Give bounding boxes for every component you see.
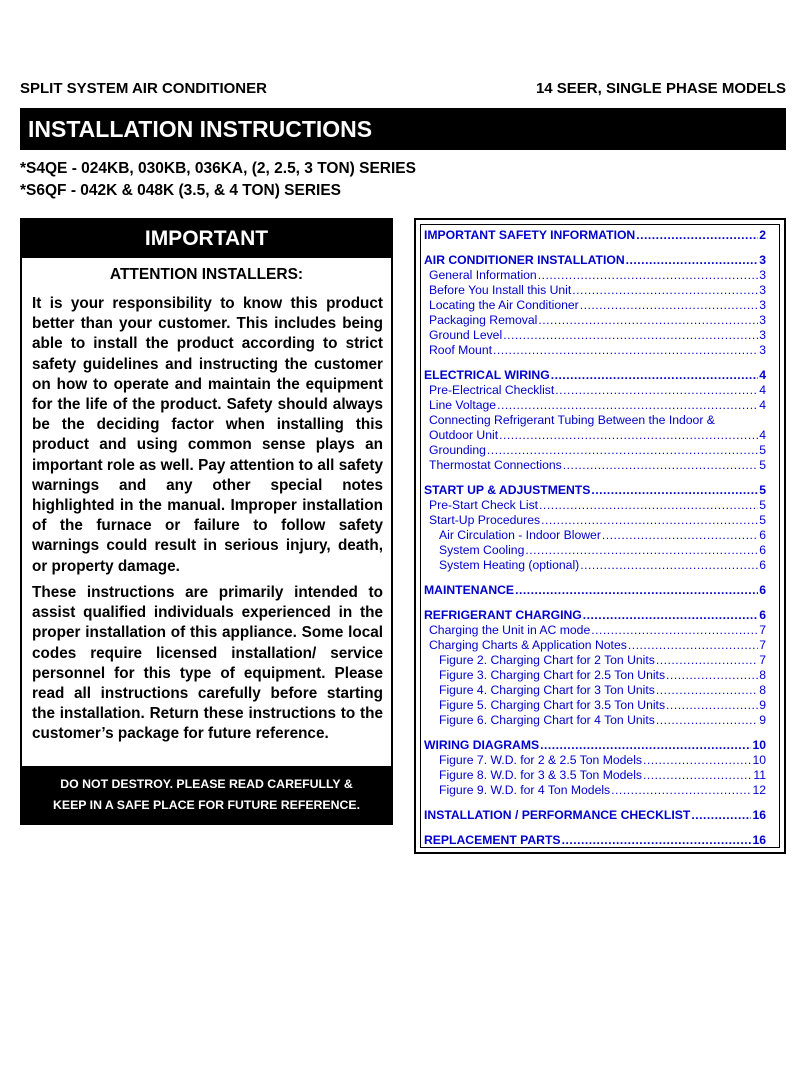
toc-entry-title: Charging the Unit in AC mode [429,623,591,637]
attention-installers: ATTENTION INSTALLERS: [109,266,304,283]
toc-dot-leader [497,398,758,412]
toc-page-number: 12 [752,783,766,797]
toc-dot-leader [572,283,758,297]
toc-entry[interactable] [439,713,766,728]
toc-entry-continued[interactable] [429,413,715,427]
toc-entry[interactable] [429,328,766,343]
toc-entry[interactable] [439,653,766,668]
toc-dot-leader [541,513,758,527]
toc-dot-leader [611,783,751,797]
document-title: INSTALLATION INSTRUCTIONS [28,116,373,142]
toc-entry-title: Figure 3. Charging Chart for 2.5 Ton Units [439,668,666,682]
toc-page-number: 5 [759,443,766,457]
toc-entry-title: REFRIGERANT CHARGING [424,608,582,622]
toc-page-number: 11 [753,768,766,782]
toc-entry-title: WIRING DIAGRAMS [424,738,540,752]
toc-entry-title: Figure 6. Charging Chart for 4 Ton Units [439,713,655,727]
toc-page-number: 6 [759,608,766,622]
toc-dot-leader [656,653,758,667]
toc-dot-leader [503,328,758,342]
toc-entry[interactable] [429,428,766,443]
toc-dot-leader [636,228,758,242]
toc-entry-title: System Cooling [439,543,525,557]
toc-entry[interactable] [424,738,766,753]
toc-entry[interactable] [429,623,766,638]
series-line-1: *S4QE - 024KB, 030KB, 036KA, (2, 2.5, 3 TON) SERIES [20,160,416,177]
toc-entry-title: Line Voltage [429,398,497,412]
toc-dot-leader [580,558,758,572]
toc-dot-leader [656,713,758,727]
toc-page-number: 9 [759,713,766,727]
toc-page-number: 4 [759,398,766,412]
toc-entry-title: Packaging Removal [429,313,538,327]
toc-entry[interactable] [424,583,766,598]
toc-entry[interactable] [424,483,766,498]
toc-page-number: 4 [759,368,766,382]
toc-entry-title: Figure 2. Charging Chart for 2 Ton Units [439,653,655,667]
toc-entry-title: Figure 8. W.D. for 3 & 3.5 Ton Models [439,768,642,782]
toc-page-number: 5 [759,458,766,472]
do-not-destroy-notice [22,766,391,823]
toc-page-number: 9 [759,698,766,712]
responsibility-paragraph: It is your responsibility to know this product better than your customer. This includes being able to install the product according to strict safety guidelines and instructing the customer on how to operate and maintain the equipment for the life of the product. Safety should always be the deciding factor when installing this product and using common sense plays an important role as well. Pay attention to all safety warnings and any other special notes highlighted in the manual. Improper installation of the furnace or failure to follow safety warnings could result in serious injury, death, or property damage. [32,295,383,575]
toc-entry-title: Air Circulation - Indoor Blower [439,528,601,542]
toc-entry[interactable] [424,368,766,383]
toc-entry[interactable] [439,768,766,783]
toc-dot-leader [602,528,758,542]
toc-entry-title: ELECTRICAL WIRING [424,368,550,382]
toc-entry-title: INSTALLATION / PERFORMANCE CHECKLIST [424,808,691,822]
toc-page-number: 7 [759,638,766,652]
toc-entry-title: START UP & ADJUSTMENTS [424,483,591,497]
toc-entry-title: Figure 4. Charging Chart for 3 Ton Units [439,683,655,697]
toc-entry[interactable] [429,638,766,653]
toc-entry-title: Outdoor Unit [429,428,499,442]
toc-entry[interactable] [429,343,766,358]
toc-entry-title: Locating the Air Conditioner [429,298,579,312]
toc-entry-title: REPLACEMENT PARTS [424,833,561,847]
header-product-type: SPLIT SYSTEM AIR CONDITIONER [20,80,267,97]
toc-entry[interactable] [429,398,766,413]
toc-entry-title: Roof Mount [429,343,493,357]
toc-entry[interactable] [429,443,766,458]
intended-use-paragraph: These instructions are primarily intended to assist qualified individuals experienced in the proper installation of this appliance. Some local codes require licensed installation/ service personnel for this type of equipment. Please read all instructions carefully before starting the installation. Return these instructions to the customer’s package for future reference. [32,584,383,743]
toc-dot-leader [643,768,752,782]
toc-entry[interactable] [429,383,766,398]
toc-entry-title: General Information [429,268,537,282]
toc-dot-leader [538,268,759,282]
toc-dot-leader [487,443,758,457]
toc-page-number: 3 [759,298,766,312]
toc-page-number: 4 [759,428,766,442]
toc-entry-title: Pre-Start Check List [429,498,539,512]
toc-dot-leader [499,428,758,442]
toc-entry[interactable] [429,298,766,313]
toc-entry[interactable] [439,683,766,698]
table-of-contents [414,218,786,854]
toc-entry-title: Grounding [429,443,486,457]
toc-dot-leader [656,683,758,697]
toc-entry-title: Start-Up Procedures [429,513,541,527]
toc-entry-title: MAINTENANCE [424,583,515,597]
toc-dot-leader [626,253,759,267]
toc-dot-leader [583,608,758,622]
series-line-2: *S6QF - 042K & 048K (3.5, & 4 TON) SERIES [20,182,342,199]
toc-entry-title: Thermostat Connections [429,458,562,472]
toc-page-number: 10 [752,738,766,752]
toc-dot-leader [666,668,758,682]
toc-dot-leader [591,483,758,497]
toc-page-number: 5 [759,498,766,512]
toc-page-number: 6 [759,543,766,557]
toc-page-number: 3 [759,328,766,342]
toc-page-number: 3 [759,343,766,357]
toc-page-number: 8 [759,668,766,682]
toc-entry[interactable] [429,283,766,298]
toc-page-number: 16 [752,833,766,847]
toc-page-number: 3 [759,268,766,282]
toc-page-number: 5 [759,513,766,527]
toc-entry-title: Ground Level [429,328,503,342]
toc-page-number: 10 [752,753,766,767]
toc-page-number: 6 [759,558,766,572]
toc-dot-leader [525,543,758,557]
toc-entry-title: IMPORTANT SAFETY INFORMATION [424,228,636,242]
toc-entry-title: Charging Charts & Application Notes [429,638,627,652]
toc-entry[interactable] [439,753,766,768]
toc-dot-leader [628,638,758,652]
toc-entry[interactable] [439,558,766,573]
important-notice-box [20,218,393,825]
page-header [20,80,786,100]
toc-entry-title: Figure 7. W.D. for 2 & 2.5 Ton Models [439,753,642,767]
toc-page-number: 3 [759,253,766,267]
toc-dot-leader [555,383,758,397]
toc-dot-leader [580,298,758,312]
toc-entry[interactable] [439,783,766,798]
toc-dot-leader [562,833,752,847]
toc-entry-title: Connecting Refrigerant Tubing Between the Indoor & [429,413,715,427]
notice-line-2: KEEP IN A SAFE PLACE FOR FUTURE REFERENCE. [53,798,360,812]
toc-entry[interactable] [439,668,766,683]
toc-page-number: 7 [759,653,766,667]
toc-entry-title: Figure 9. W.D. for 4 Ton Models [439,783,611,797]
toc-entry[interactable] [429,513,766,528]
toc-dot-leader [539,498,758,512]
toc-entry[interactable] [439,528,766,543]
toc-entry[interactable] [439,698,766,713]
toc-page-number: 6 [759,528,766,542]
toc-page-number: 7 [759,623,766,637]
toc-page-number: 2 [759,228,766,242]
toc-dot-leader [691,808,751,822]
toc-page-number: 4 [759,383,766,397]
toc-entry-title: Pre-Electrical Checklist [429,383,555,397]
toc-dot-leader [643,753,751,767]
toc-page-number: 3 [759,283,766,297]
toc-page-number: 8 [759,683,766,697]
toc-entry-title: Before You Install this Unit [429,283,572,297]
toc-entry-title: Figure 5. Charging Chart for 3.5 Ton Units [439,698,666,712]
toc-dot-leader [591,623,758,637]
toc-entry-title: AIR CONDITIONER INSTALLATION [424,253,625,267]
toc-entry[interactable] [424,228,766,243]
header-model-range: 14 SEER, SINGLE PHASE MODELS [535,80,786,97]
toc-entry[interactable] [424,833,766,848]
toc-page-number: 5 [759,483,766,497]
toc-entry[interactable] [429,458,766,473]
toc-entry[interactable] [429,268,766,283]
title-banner [20,108,786,150]
toc-page-number: 6 [759,583,766,597]
toc-entry[interactable] [424,808,766,823]
toc-dot-leader [493,343,758,357]
notice-line-1: DO NOT DESTROY. PLEASE READ CAREFULLY & [60,777,353,791]
toc-page-number: 16 [752,808,766,822]
toc-dot-leader [538,313,758,327]
toc-entry[interactable] [439,543,766,558]
toc-entry[interactable] [424,253,766,268]
toc-dot-leader [563,458,758,472]
toc-dot-leader [540,738,751,752]
toc-entry[interactable] [424,608,766,623]
important-heading: IMPORTANT [22,220,391,258]
toc-dot-leader [551,368,759,382]
toc-page-number: 3 [759,313,766,327]
toc-entry[interactable] [429,313,766,328]
toc-entry-title: System Heating (optional) [439,558,580,572]
toc-dot-leader [515,583,758,597]
toc-dot-leader [666,698,758,712]
toc-entry[interactable] [429,498,766,513]
